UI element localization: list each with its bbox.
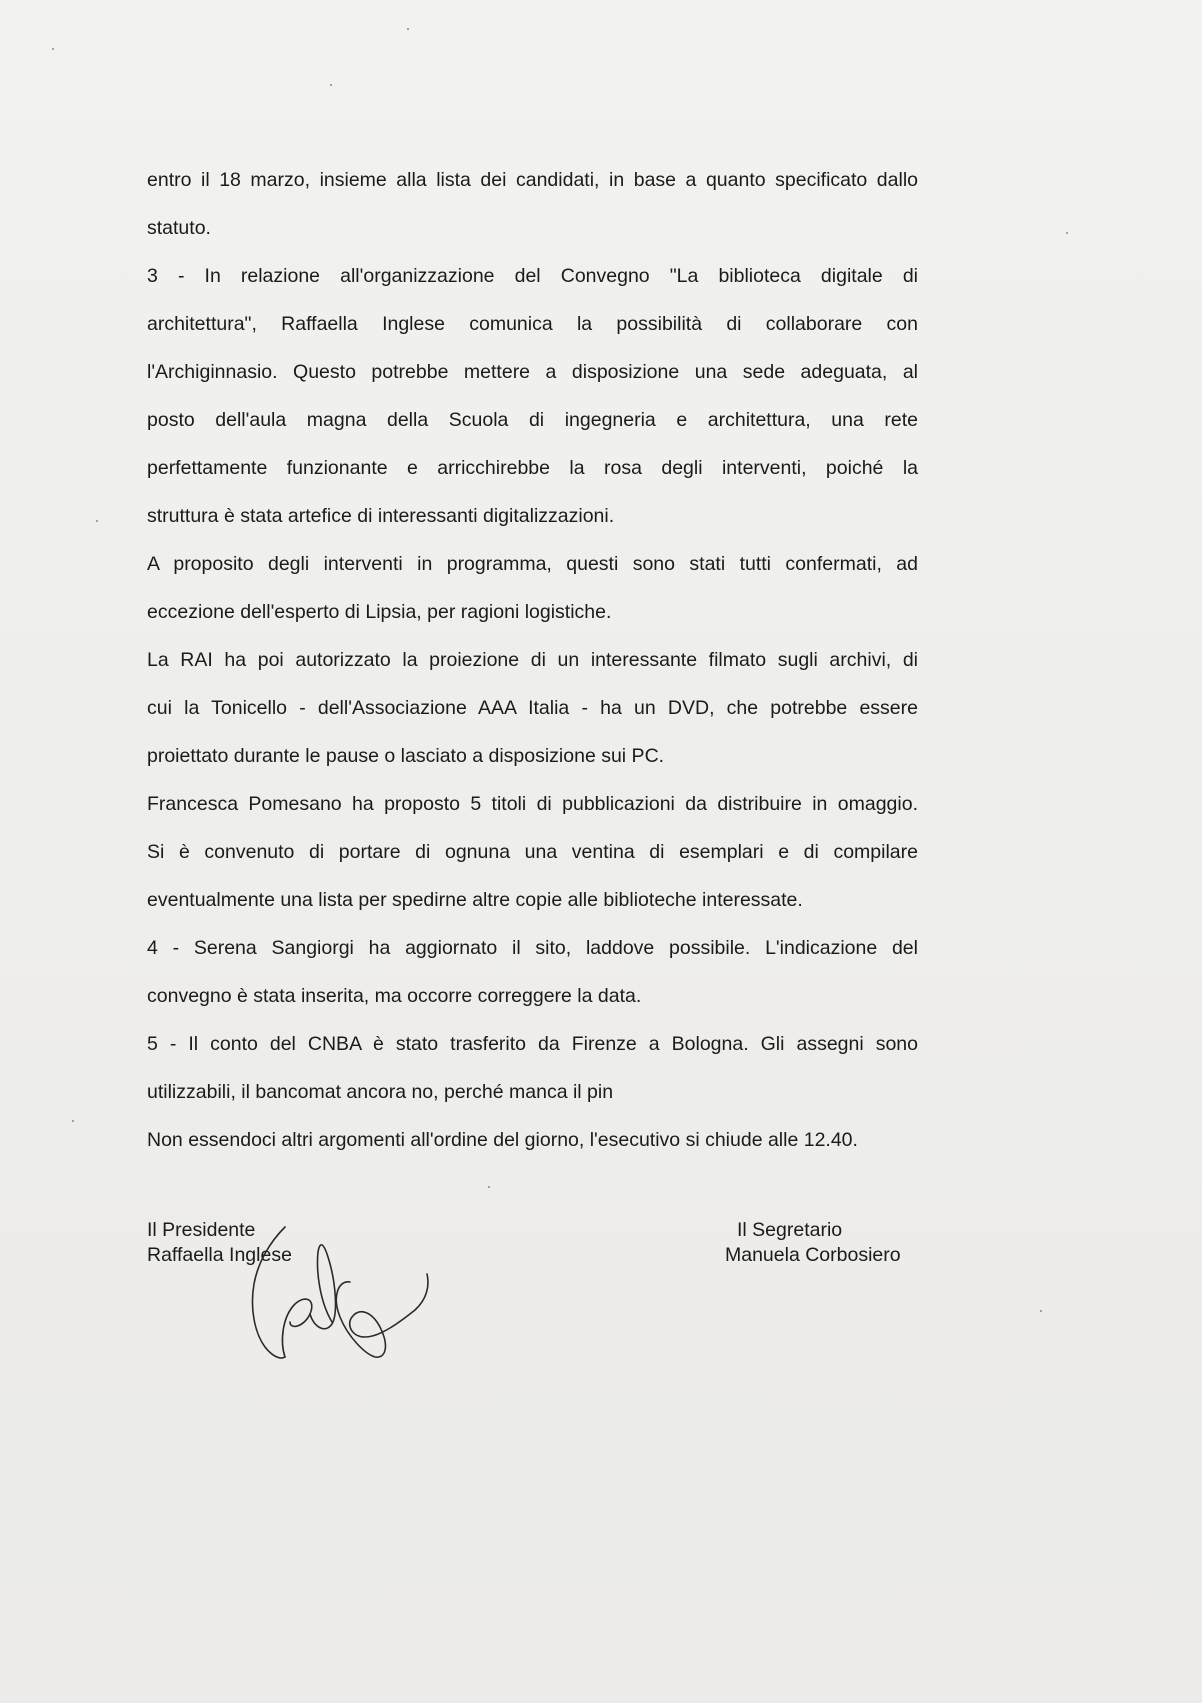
body-line: eventualmente una lista per spedirne altre copie alle biblioteche interessate.	[147, 889, 803, 911]
body-line: architettura", Raffaella Inglese comunica la possibilità di collaborare con	[147, 313, 918, 335]
body-line: 4 - Serena Sangiorgi ha aggiornato il sito, laddove possibile. L'indicazione del	[147, 937, 918, 959]
handwritten-signature	[240, 1222, 460, 1372]
minutes-body	[147, 160, 918, 1168]
paper-speck	[96, 520, 98, 522]
body-line: posto dell'aula magna della Scuola di ingegneria e architettura, una rete	[147, 409, 918, 431]
body-line: utilizzabili, il bancomat ancora no, perché manca il pin	[147, 1081, 614, 1103]
body-line: La RAI ha poi autorizzato la proiezione di un interessante filmato sugli archivi, di	[147, 649, 918, 671]
paper-speck	[1066, 232, 1068, 234]
paper-speck	[72, 1120, 74, 1122]
paper-speck	[1040, 1310, 1042, 1312]
body-line: convegno è stata inserita, ma occorre correggere la data.	[147, 985, 642, 1007]
secretary-role: Il Segretario	[737, 1219, 843, 1241]
body-line: Francesca Pomesano ha proposto 5 titoli di pubblicazioni da distribuire in omaggio.	[147, 793, 918, 815]
body-line: 3 - In relazione all'organizzazione del Convegno "La biblioteca digitale di	[147, 265, 918, 287]
secretary-signature-block	[725, 1218, 901, 1268]
president-role: Il Presidente	[147, 1219, 256, 1241]
body-line: entro il 18 marzo, insieme alla lista dei candidati, in base a quanto specificato dallo	[147, 169, 918, 191]
paper-speck	[330, 84, 332, 86]
body-line: 5 - Il conto del CNBA è stato trasferito da Firenze a Bologna. Gli assegni sono	[147, 1033, 918, 1055]
body-line: Non essendoci altri argomenti all'ordine del giorno, l'esecutivo si chiude alle 12.40.	[147, 1129, 858, 1151]
body-line: l'Archiginnasio. Questo potrebbe mettere a disposizione una sede adeguata, al	[147, 361, 918, 383]
body-line: cui la Tonicello - dell'Associazione AAA Italia - ha un DVD, che potrebbe essere	[147, 697, 918, 719]
body-line: Si è convenuto di portare di ognuna una ventina di esemplari e di compilare	[147, 841, 918, 863]
body-line: struttura è stata artefice di interessanti digitalizzazioni.	[147, 505, 615, 527]
paper-speck	[488, 1186, 490, 1188]
secretary-name: Manuela Corbosiero	[725, 1244, 901, 1266]
body-line: A proposito degli interventi in programma, questi sono stati tutti confermati, ad	[147, 553, 918, 575]
president-name: Raffaella Inglese	[147, 1244, 292, 1266]
body-line: statuto.	[147, 217, 211, 239]
body-line: perfettamente funzionante e arricchirebbe la rosa degli interventi, poiché la	[147, 457, 918, 479]
body-line: eccezione dell'esperto di Lipsia, per ragioni logistiche.	[147, 601, 612, 623]
paper-speck	[407, 28, 409, 30]
body-line: proiettato durante le pause o lasciato a disposizione sui PC.	[147, 745, 665, 767]
paper-speck	[52, 48, 54, 50]
